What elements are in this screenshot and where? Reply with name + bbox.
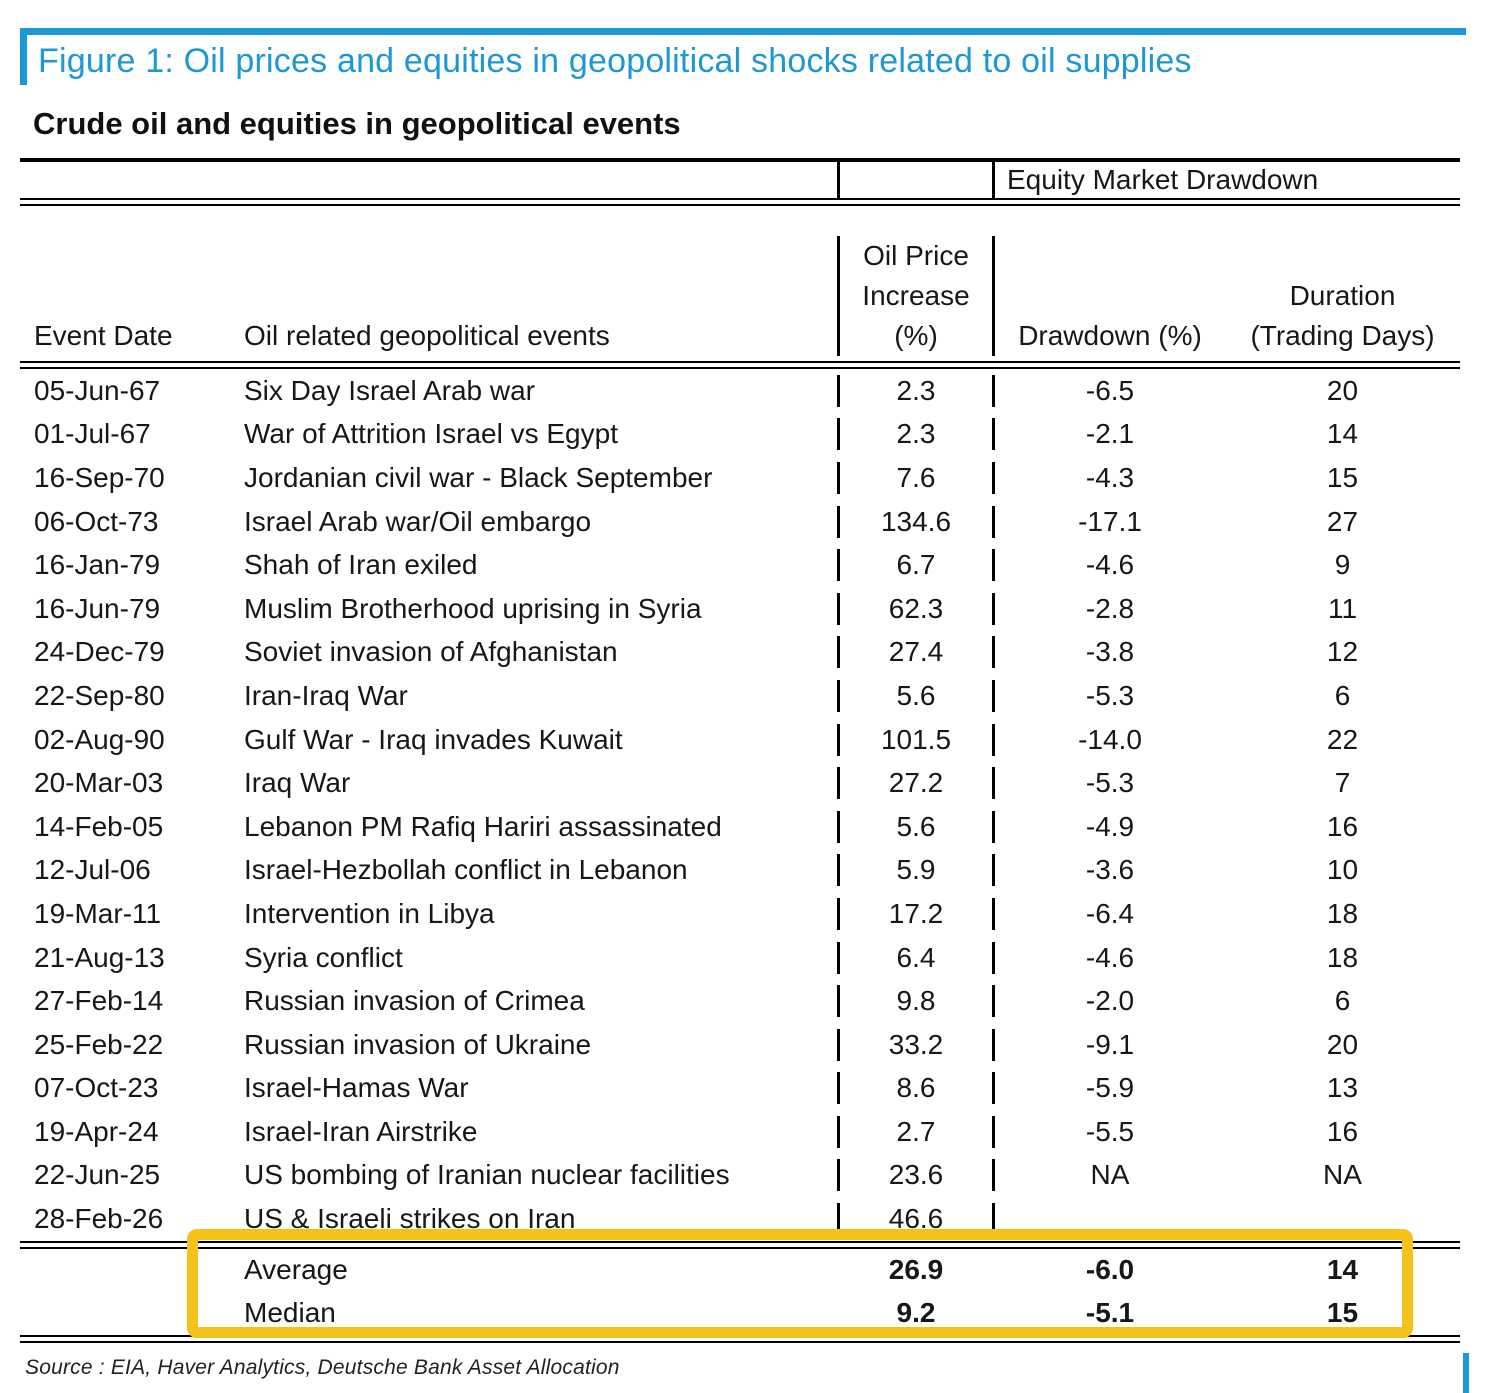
table-row (20, 1023, 1460, 1067)
cell-event-date: 22-Jun-25 (34, 1159, 161, 1191)
cell-oil-price-increase: 2.3 (837, 375, 995, 407)
table-row (20, 892, 1460, 936)
table-row (20, 1110, 1460, 1154)
cell-event-date: 02-Aug-90 (34, 723, 165, 755)
summary-highlight-box (187, 1229, 1413, 1338)
header-duration: Duration (Trading Days) (1250, 280, 1435, 351)
cell-oil-price-increase: 9.2 (896, 1297, 936, 1329)
cell-event: Israel-Iran Airstrike (244, 1115, 478, 1147)
cell-event-date: 01-Jul-67 (34, 418, 151, 450)
cell-event: Lebanon PM Rafiq Hariri assassinated (244, 810, 722, 842)
header-event-date: Event Date (34, 320, 173, 351)
cell-event-date: 21-Aug-13 (34, 941, 165, 973)
cell-oil-price-increase: 2.3 (837, 418, 995, 450)
cell-drawdown: -6.5 (1085, 374, 1135, 406)
cell-summary-label: Average (244, 1254, 348, 1286)
cell-drawdown: -2.1 (1085, 418, 1135, 450)
cell-duration: 12 (1326, 636, 1359, 668)
cell-duration: 20 (1326, 374, 1359, 406)
cell-drawdown: -6.4 (1085, 897, 1135, 929)
cell-oil-price-increase: 33.2 (837, 1029, 995, 1061)
group-header-row (20, 162, 1460, 198)
cell-drawdown: -2.0 (1085, 985, 1135, 1017)
cell-oil-price-increase: 9.8 (837, 985, 995, 1017)
divider-double-line (20, 361, 1460, 369)
cell-event: Russian invasion of Ukraine (244, 1028, 592, 1060)
header-events: Oil related geopolitical events (244, 320, 610, 351)
cell-drawdown: -14.0 (1078, 723, 1142, 755)
cell-duration: NA (1323, 1159, 1362, 1191)
cell-event-date: 16-Jun-79 (34, 592, 161, 624)
cell-duration: 14 (1326, 418, 1359, 450)
cell-duration: 22 (1326, 723, 1359, 755)
cell-oil-price-increase: 46.6 (837, 1203, 995, 1235)
cell-drawdown: -4.6 (1085, 549, 1135, 581)
table-body (20, 369, 1460, 1241)
table-title: Crude oil and equities in geopolitical events (33, 106, 681, 141)
table-row (20, 979, 1460, 1023)
cell-drawdown: -5.5 (1085, 1115, 1135, 1147)
cell-event: Intervention in Libya (244, 897, 495, 929)
column-header-row (20, 206, 1460, 361)
cell-event: US bombing of Iranian nuclear facilities (244, 1159, 730, 1191)
table-row (20, 1067, 1460, 1111)
cell-event: Syria conflict (244, 941, 403, 973)
table-row (20, 936, 1460, 980)
bottom-right-rule (1463, 1353, 1469, 1393)
table-row (20, 849, 1460, 893)
cell-event: Israel-Hamas War (244, 1072, 469, 1104)
cell-drawdown: -6.0 (1085, 1254, 1135, 1286)
cell-oil-price-increase: 26.9 (888, 1254, 944, 1286)
cell-event: Six Day Israel Arab war (244, 374, 535, 406)
table-row (20, 543, 1460, 587)
cell-oil-price-increase: 5.9 (837, 854, 995, 886)
cell-drawdown: -17.1 (1078, 505, 1142, 537)
table-row (20, 718, 1460, 762)
cell-oil-price-increase: 27.2 (837, 767, 995, 799)
cell-drawdown: -4.3 (1085, 461, 1135, 493)
cell-drawdown: -5.9 (1085, 1072, 1135, 1104)
cell-duration: 18 (1326, 941, 1359, 973)
cell-drawdown: -5.3 (1085, 679, 1135, 711)
cell-duration: 10 (1326, 854, 1359, 886)
cell-event: Israel-Hezbollah conflict in Lebanon (244, 854, 688, 886)
cell-oil-price-increase: 6.4 (837, 942, 995, 974)
cell-oil-price-increase: 101.5 (837, 724, 995, 756)
figure-title: Figure 1: Oil prices and equities in geopolitical shocks related to oil supplies (38, 42, 1192, 80)
cell-drawdown: -3.6 (1085, 854, 1135, 886)
table-row (20, 500, 1460, 544)
cell-event: Israel Arab war/Oil embargo (244, 505, 592, 537)
cell-event: War of Attrition Israel vs Egypt (244, 418, 618, 450)
cell-duration: 13 (1326, 1072, 1359, 1104)
cell-event-date: 28-Feb-26 (34, 1203, 164, 1235)
data-table (20, 158, 1460, 1343)
cell-oil-price-increase: 2.7 (837, 1116, 995, 1148)
figure-top-rule (20, 28, 1466, 35)
cell-duration: 16 (1326, 810, 1359, 842)
cell-drawdown: -2.8 (1085, 592, 1135, 624)
cell-event-date: 16-Jan-79 (34, 549, 161, 581)
cell-event: Iraq War (244, 767, 351, 799)
cell-event-date: 16-Sep-70 (34, 461, 165, 493)
cell-duration: 15 (1326, 461, 1359, 493)
cell-event-date: 14-Feb-05 (34, 810, 164, 842)
cell-event: Shah of Iran exiled (244, 549, 478, 581)
cell-event-date: 06-Oct-73 (34, 505, 159, 537)
cell-duration: 11 (1327, 592, 1358, 624)
cell-oil-price-increase: 134.6 (837, 506, 995, 538)
cell-event-date: 22-Sep-80 (34, 679, 165, 711)
cell-oil-price-increase: 8.6 (837, 1072, 995, 1104)
cell-drawdown: -9.1 (1085, 1028, 1135, 1060)
cell-duration: 20 (1326, 1028, 1359, 1060)
cell-oil-price-increase: 23.6 (837, 1159, 995, 1191)
table-row (20, 1154, 1460, 1198)
cell-summary-label: Median (244, 1297, 336, 1329)
cell-drawdown: -5.1 (1085, 1297, 1135, 1329)
cell-event-date: 05-Jun-67 (34, 374, 161, 406)
cell-duration: 6 (1334, 679, 1351, 711)
table-row (20, 631, 1460, 675)
cell-event-date: 07-Oct-23 (34, 1072, 159, 1104)
cell-event: Jordanian civil war - Black September (244, 461, 713, 493)
cell-event-date: 19-Mar-11 (34, 897, 162, 929)
cell-event-date: 25-Feb-22 (34, 1028, 164, 1060)
cell-event: Gulf War - Iraq invades Kuwait (244, 723, 623, 755)
cell-event-date: 19-Apr-24 (34, 1115, 159, 1147)
table-row (20, 674, 1460, 718)
cell-oil-price-increase: 27.4 (837, 636, 995, 668)
cell-duration: 7 (1334, 767, 1351, 799)
cell-drawdown: -3.8 (1085, 636, 1135, 668)
cell-event: Iran-Iraq War (244, 679, 408, 711)
cell-duration: 16 (1326, 1115, 1359, 1147)
cell-drawdown: -4.9 (1085, 810, 1135, 842)
cell-event-date: 27-Feb-14 (34, 985, 164, 1017)
table-row (20, 456, 1460, 500)
header-drawdown: Drawdown (%) (1018, 320, 1202, 351)
table-row (20, 805, 1460, 849)
source-note: Source : EIA, Haver Analytics, Deutsche Bank Asset Allocation (25, 1356, 620, 1379)
cell-oil-price-increase: 17.2 (837, 898, 995, 930)
cell-duration: 14 (1326, 1254, 1359, 1286)
cell-duration: 27 (1326, 505, 1359, 537)
cell-event: Soviet invasion of Afghanistan (244, 636, 618, 668)
cell-oil-price-increase: 62.3 (837, 593, 995, 625)
cell-event: Russian invasion of Crimea (244, 985, 585, 1017)
cell-duration: 6 (1334, 985, 1351, 1017)
cell-event: US & Israeli strikes on Iran (244, 1203, 576, 1235)
table-row (20, 761, 1460, 805)
cell-duration: 9 (1334, 549, 1351, 581)
divider-double-line (20, 198, 1460, 206)
table-row (20, 369, 1460, 413)
cell-drawdown: -4.6 (1085, 941, 1135, 973)
cell-event-date: 20-Mar-03 (34, 767, 164, 799)
cell-duration: 18 (1326, 897, 1359, 929)
group-header-equity-market-drawdown: Equity Market Drawdown (1007, 164, 1319, 195)
cell-oil-price-increase: 5.6 (837, 680, 995, 712)
cell-event: Muslim Brotherhood uprising in Syria (244, 592, 702, 624)
cell-event-date: 24-Dec-79 (34, 636, 165, 668)
header-oil-price-increase: Oil Price Increase (%) (837, 236, 995, 356)
cell-event-date: 12-Jul-06 (34, 854, 151, 886)
cell-oil-price-increase: 7.6 (837, 462, 995, 494)
table-row (20, 413, 1460, 457)
cell-drawdown: -5.3 (1085, 767, 1135, 799)
figure-left-rule (20, 28, 27, 85)
cell-oil-price-increase: 5.6 (837, 811, 995, 843)
table-row (20, 587, 1460, 631)
cell-oil-price-increase: 6.7 (837, 549, 995, 581)
cell-duration: 15 (1326, 1297, 1359, 1329)
cell-drawdown: NA (1090, 1159, 1130, 1191)
